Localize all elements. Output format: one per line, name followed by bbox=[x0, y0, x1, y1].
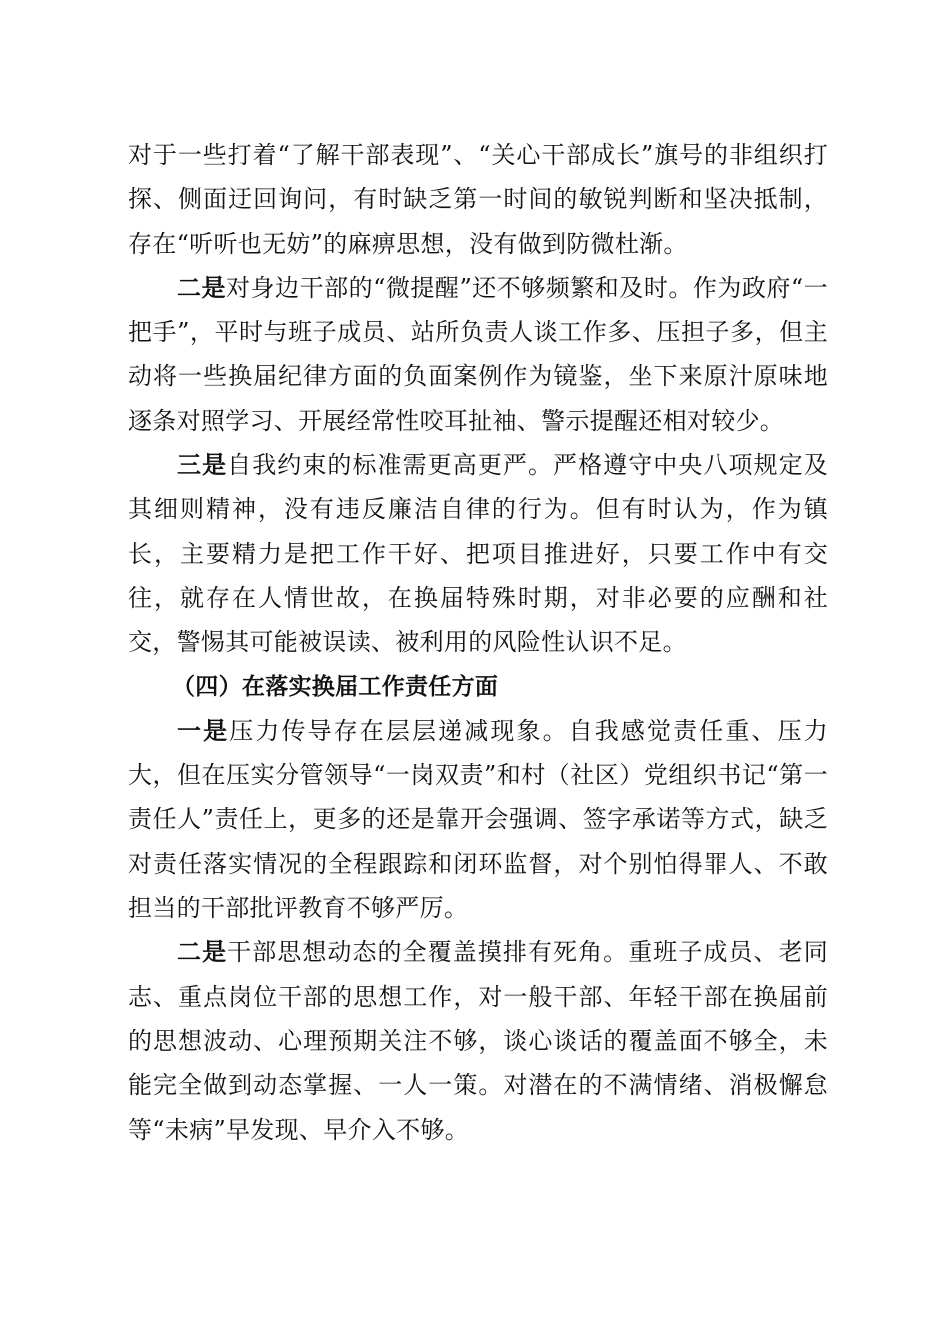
paragraph-point-two bbox=[128, 266, 828, 443]
paragraph-text: 压力传导存在层层递减现象。自我感觉责任重、压力大，但在压实分管领导“一岗双责”和村（社区）党组织书记“第一责任人”责任上，更多的还是靠开会强调、签字承诺等方式，缺乏对责任落实情况的全程跟踪和闭环监督，对个别怕得罪人、不敢担当的干部批评教育不够严厉。 bbox=[128, 716, 828, 923]
paragraph-text: 干部思想动态的全覆盖摸排有死角。重班子成员、老同志、重点岗位干部的思想工作，对一般干部、年轻干部在换届前的思想波动、心理预期关注不够，谈心谈话的覆盖面不够全，未能完全做到动态掌握、一人一策。对潜在的不满情绪、消极懈怠等“未病”早发现、早介入不够。 bbox=[128, 938, 828, 1144]
paragraph-lead: 二是 bbox=[177, 938, 228, 967]
paragraph-lead: 一是 bbox=[177, 716, 230, 745]
paragraph-text: 对身边干部的“微提醒”还不够频繁和及时。作为政府“一把手”，平时与班子成员、站所负责人谈工作多、压担子多，但主动将一些换届纪律方面的负面案例作为镜鉴，坐下来原汁原味地逐条对照学习、开展经常性咬耳扯袖、警示提醒还相对较少。 bbox=[128, 273, 828, 435]
document-body bbox=[128, 133, 828, 1152]
section-heading: （四）在落实换届工作责任方面 bbox=[172, 673, 499, 700]
paragraph-text: 自我约束的标准需更高更严。严格遵守中央八项规定及其细则精神，没有违反廉洁自律的行为。但有时认为，作为镇长，主要精力是把工作干好、把项目推进好，只要工作中有交往，就存在人情世故，在换届特殊时期，对非必要的应酬和社交，警惕其可能被误读、被利用的风险性认识不足。 bbox=[128, 451, 828, 657]
paragraph-lead: 三是 bbox=[177, 451, 228, 480]
paragraph-text: 对于一些打着“了解干部表现”、“关心干部成长”旗号的非组织打探、侧面迂回询问，有时缺乏第一时间的敏锐判断和坚决抵制，存在“听听也无妨”的麻痹思想，没有做到防微杜渐。 bbox=[128, 141, 828, 258]
paragraph-point-one bbox=[128, 709, 828, 930]
paragraph-point-three bbox=[128, 443, 828, 664]
paragraph-continuation bbox=[128, 133, 828, 266]
paragraph-lead: 二是 bbox=[177, 273, 227, 302]
paragraph-point-two-b bbox=[128, 930, 828, 1151]
